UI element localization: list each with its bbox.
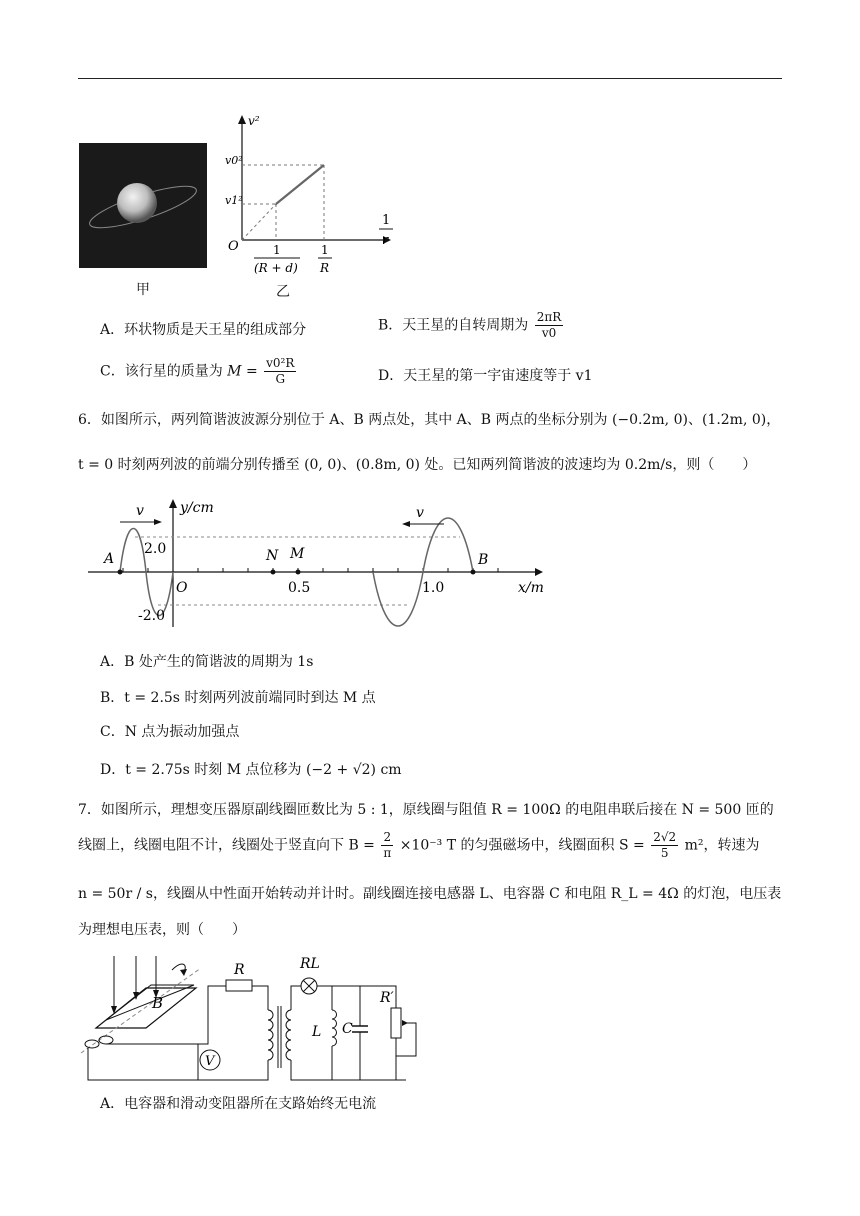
v-arrow-left-head [154, 519, 162, 525]
q7-stem-line1: 7．如图所示，理想变压器原副线圈匝数比为 5 : 1，原线圈与阻值 R = 100Ω 的电阻串联后接在 N = 500 匝的 [78, 802, 774, 818]
primary-coil [268, 1010, 273, 1060]
q7-stem-line3: n = 50r / s，线圈从中性面开始转动并计时。副线圈连接电感器 L、电容器 C 和电阻 R_L = 4Ω 的灯泡，电压表 [78, 886, 782, 902]
label-y-pos: 2.0 [144, 541, 167, 557]
label-y-neg: -2.0 [138, 608, 165, 624]
label-x-axis: x/m [518, 580, 544, 596]
label-field-b: B [152, 994, 164, 1012]
q7-stem-line4: 为理想电压表，则（ ） [78, 922, 246, 938]
q7-frac-b-den: π [383, 846, 392, 860]
q5-option-d[interactable]: D．天王星的第一宇宙速度等于 v1 [378, 368, 593, 384]
tick-x1-den: (R + d) [254, 261, 298, 275]
label-l: L [312, 1024, 322, 1040]
graph-y-arrow [238, 115, 246, 124]
q5-option-b[interactable] [378, 310, 565, 341]
resistor-r [226, 980, 252, 991]
q7-frac-b [381, 830, 393, 861]
label-x-10: 1.0 [422, 580, 445, 596]
guide-origin-line [242, 204, 276, 240]
label-rp: R′ [380, 990, 394, 1006]
graph-origin: O [228, 239, 239, 254]
wire-bottom [88, 1048, 268, 1080]
graph-y-label: v² [248, 114, 260, 128]
point-n [271, 570, 276, 575]
label-v-right: v [416, 505, 424, 521]
q7-frac-s-num: 2√2 [653, 830, 677, 844]
x-label-den: r [382, 233, 389, 248]
q6-option-c[interactable]: C．N 点为振动加强点 [100, 724, 240, 740]
caption-yi: 乙 [276, 284, 290, 300]
q7-frac-s [651, 830, 678, 861]
label-y-axis: y/cm [180, 500, 214, 516]
graph-data-line [276, 165, 324, 204]
point-b [471, 570, 476, 575]
q5-option-b-text: B．天王星的自转周期为 [378, 317, 529, 334]
q6-option-b[interactable]: B．t = 2.5s 时刻两列波前端同时到达 M 点 [100, 690, 376, 706]
tick-v0: v0² [225, 154, 243, 167]
caption-jia: 甲 [136, 282, 150, 298]
tick-x2-den: R [320, 261, 330, 275]
label-n: N [266, 548, 279, 564]
tick-x2-num: 1 [321, 243, 329, 257]
label-a: A [104, 551, 115, 567]
q7-line2-part-b: ×10⁻³ T 的匀强磁场中，线圈面积 S = [399, 837, 645, 854]
point-m [296, 570, 301, 575]
rotating-coil [81, 956, 201, 1053]
wave-x-arrow [535, 568, 543, 576]
q5-c-eq: M = [227, 363, 258, 380]
point-a [118, 570, 123, 575]
label-r: R [234, 962, 245, 978]
wave-figure [80, 494, 550, 630]
q6-option-a[interactable]: A．B 处产生的简谐波的周期为 1s [100, 654, 314, 670]
q6-option-d[interactable]: D．t = 2.75s 时刻 M 点位移为 (−2 + √2) cm [100, 762, 402, 778]
q5-option-c-text: C．该行星的质量为 [100, 363, 223, 380]
q5-b-num: 2πR [536, 310, 562, 324]
q7-stem-line2 [78, 830, 759, 861]
q7-frac-b-num: 2 [381, 830, 393, 846]
wave-y-arrow [169, 499, 177, 508]
q5-option-b-frac [535, 310, 564, 341]
label-o: O [176, 580, 188, 596]
label-m: M [290, 546, 305, 562]
q7-frac-s-den: 5 [660, 846, 669, 860]
header-rule [78, 78, 782, 79]
q7-option-a[interactable]: A．电容器和滑动变阻器所在支路始终无电流 [100, 1096, 377, 1112]
q5-option-a[interactable]: A．环状物质是天王星的组成部分 [100, 322, 307, 338]
inductor-l [332, 1010, 337, 1046]
label-c: C [342, 1021, 353, 1037]
v2-vs-inverse-r-graph [218, 112, 398, 282]
q7-line2-part-c: m²，转速为 [684, 837, 760, 854]
transformer-circuit [76, 948, 446, 1088]
rheostat-rp [391, 1008, 401, 1038]
wire-top [106, 986, 226, 1044]
label-rl: RL [300, 956, 320, 972]
x-label-num: 1 [382, 213, 391, 228]
planet-photo [79, 143, 207, 268]
q5-c-num: v0²R [266, 356, 295, 370]
tick-x1-num: 1 [273, 243, 281, 257]
q5-b-den: v0 [541, 326, 557, 340]
label-v-left: v [136, 503, 144, 519]
planet-photo-image [79, 143, 207, 268]
q6-stem-line1: 6．如图所示，两列简谐波波源分别位于 A、B 两点处，其中 A、B 两点的坐标分别为 (−0.2m, 0)、(1.2m, 0)， [78, 412, 781, 428]
q6-stem-line2: t = 0 时刻两列波的前端分别传播至 (0, 0)、(0.8m, 0) 处。已知两列简谐波的波速均为 0.2m/s，则（ ） [78, 457, 757, 473]
secondary-coil [286, 1010, 291, 1060]
tick-v1: v1² [225, 194, 243, 207]
q5-c-den: G [275, 372, 286, 386]
q5-option-c-frac [264, 356, 296, 387]
wire-r-primary [252, 986, 268, 1010]
label-x-05: 0.5 [288, 580, 311, 596]
v-arrow-right-head [402, 521, 410, 527]
label-b: B [478, 552, 489, 568]
q5-option-c[interactable] [100, 356, 298, 387]
q7-line2-part-a: 线圈上，线圈电阻不计，线圈处于竖直向下 B = [78, 837, 375, 854]
label-v: V [205, 1054, 215, 1069]
